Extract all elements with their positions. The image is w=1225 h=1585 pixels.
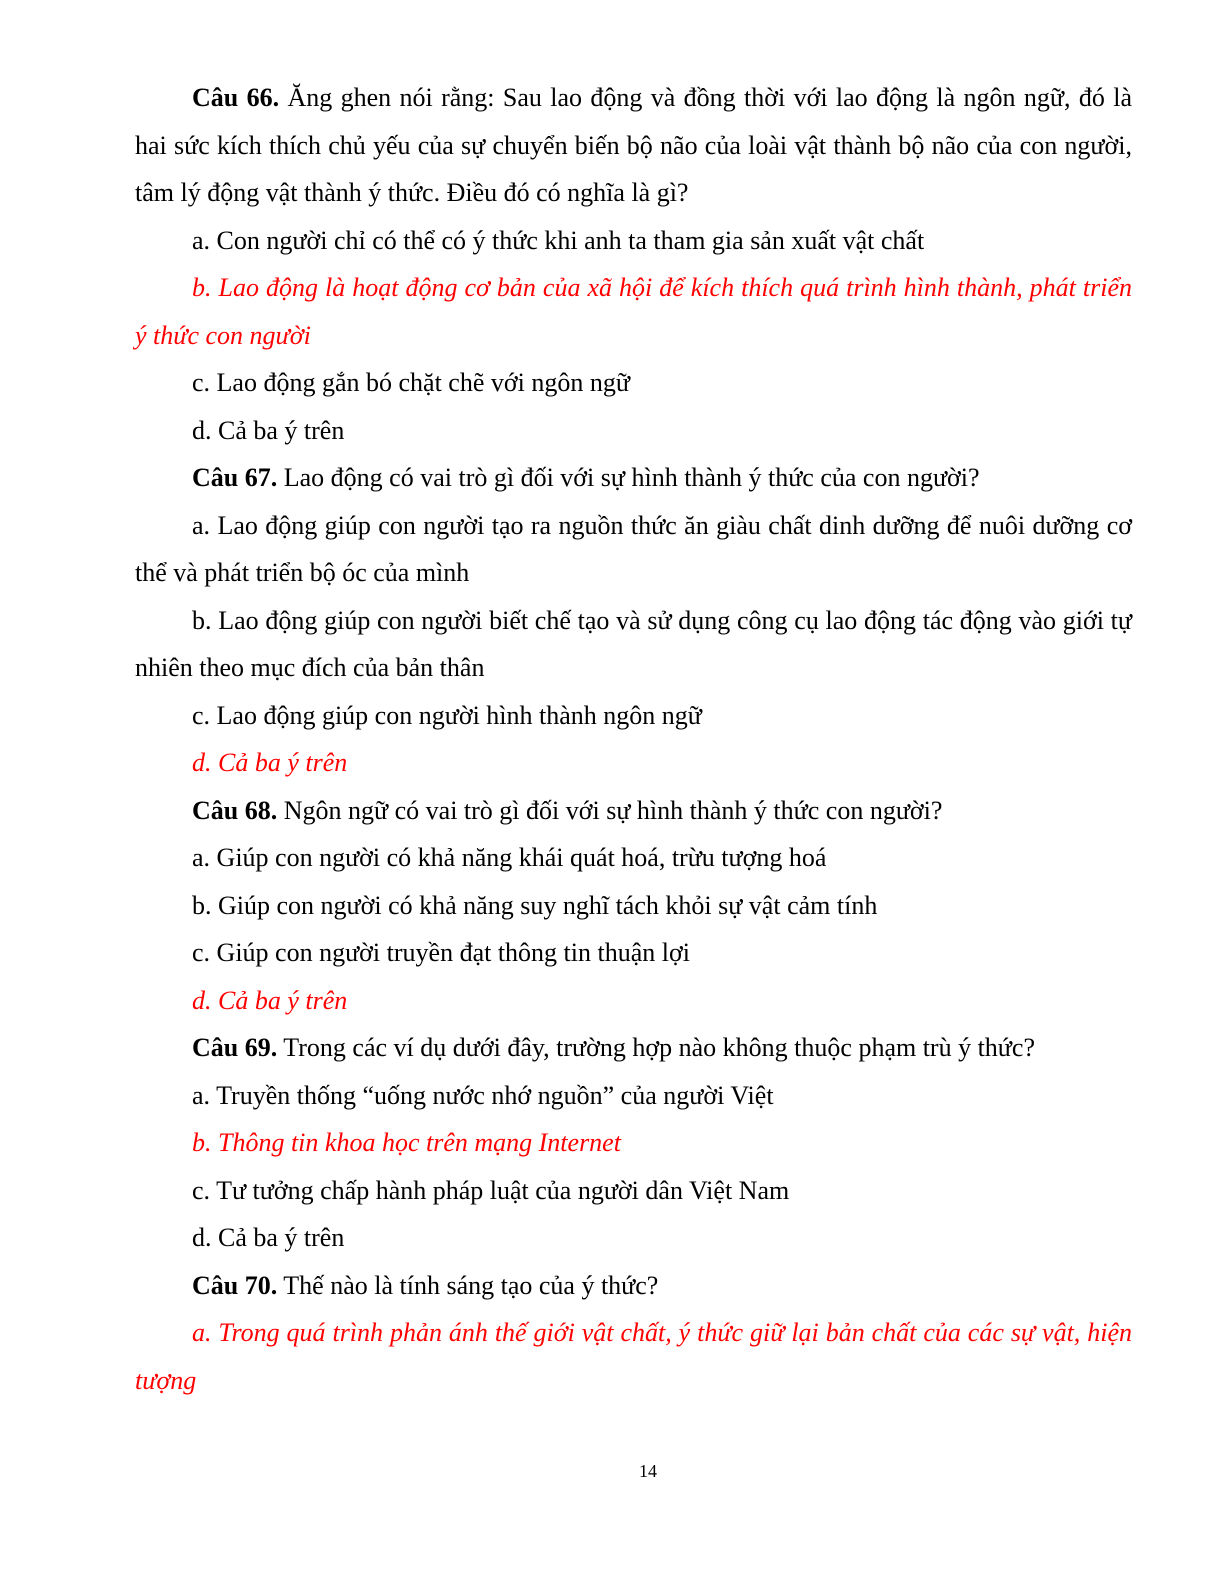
- question-68: [135, 787, 1132, 835]
- option-d: d. Cả ba ý trên: [192, 1223, 345, 1252]
- option-c: c. Lao động gắn bó chặt chẽ với ngôn ngữ: [192, 368, 630, 397]
- option-c: c. Lao động giúp con người hình thành ngôn ngữ: [192, 700, 702, 730]
- option-a: a. Giúp con người có khả năng khái quát hoá, trừu tượng hoá: [192, 843, 827, 872]
- question-label: Câu 67.: [192, 463, 278, 492]
- question-text: Trong các ví dụ dưới đây, trường hợp nào không thuộc phạm trù ý thức?: [277, 1033, 1035, 1062]
- option-c: c. Tư tưởng chấp hành pháp luật của người dân Việt Nam: [192, 1175, 790, 1205]
- option-d-correct: d. Cả ba ý trên: [192, 748, 348, 777]
- question-label: Câu 70.: [192, 1270, 278, 1300]
- option-a: a. Lao động giúp con người tạo ra nguồn thức ăn giàu chất dinh dưỡng để nuôi dưỡng cơ thể và phát triển bộ óc của mình: [135, 510, 1132, 587]
- question-69: [135, 1024, 1132, 1072]
- question-70: [135, 1262, 1132, 1310]
- question-text: Ăng ghen nói rằng: Sau lao động và đồng thời với lao động là ngôn ngữ, đó là hai sức kích thích chủ yếu của sự chuyển biến bộ não của loài vật thành bộ não của con người, tâm lý động vật thành ý thức. Điều đó có nghĩa là gì?: [135, 83, 1132, 207]
- option-d-correct: d. Cả ba ý trên: [192, 985, 348, 1015]
- question-label: Câu 66.: [192, 83, 280, 112]
- option-a: a. Con người chỉ có thể có ý thức khi anh ta tham gia sản xuất vật chất: [192, 225, 925, 255]
- question-text: Ngôn ngữ có vai trò gì đối với sự hình thành ý thức con người?: [277, 795, 943, 825]
- option-d: d. Cả ba ý trên: [192, 415, 345, 445]
- question-text: Lao động có vai trò gì đối với sự hình thành ý thức của con người?: [277, 463, 980, 492]
- option-c: c. Giúp con người truyền đạt thông tin thuận lợi: [192, 938, 690, 967]
- option-b: b. Giúp con người có khả năng suy nghĩ tách khỏi sự vật cảm tính: [192, 890, 878, 920]
- question-66: [135, 74, 1132, 217]
- question-67: [135, 454, 1132, 502]
- option-a-correct: a. Trong quá trình phản ánh thế giới vật chất, ý thức giữ lại bản chất của các sự vật, hiện tượng: [135, 1318, 1132, 1395]
- question-label: Câu 69.: [192, 1033, 278, 1062]
- page-number: 14: [639, 1461, 657, 1481]
- option-b-correct: b. Lao động là hoạt động cơ bản của xã hội để kích thích quá trình hình thành, phát triển ý thức con người: [135, 273, 1132, 350]
- question-label: Câu 68.: [192, 795, 278, 825]
- option-b: b. Lao động giúp con người biết chế tạo và sử dụng công cụ lao động tác động vào giới tự nhiên theo mục đích của bản thân: [135, 605, 1132, 682]
- option-b-correct: b. Thông tin khoa học trên mạng Internet: [192, 1128, 621, 1157]
- document-page: [135, 74, 1132, 1404]
- option-a: a. Truyền thống “uống nước nhớ nguồn” của người Việt: [192, 1080, 774, 1110]
- question-text: Thế nào là tính sáng tạo của ý thức?: [277, 1270, 659, 1300]
